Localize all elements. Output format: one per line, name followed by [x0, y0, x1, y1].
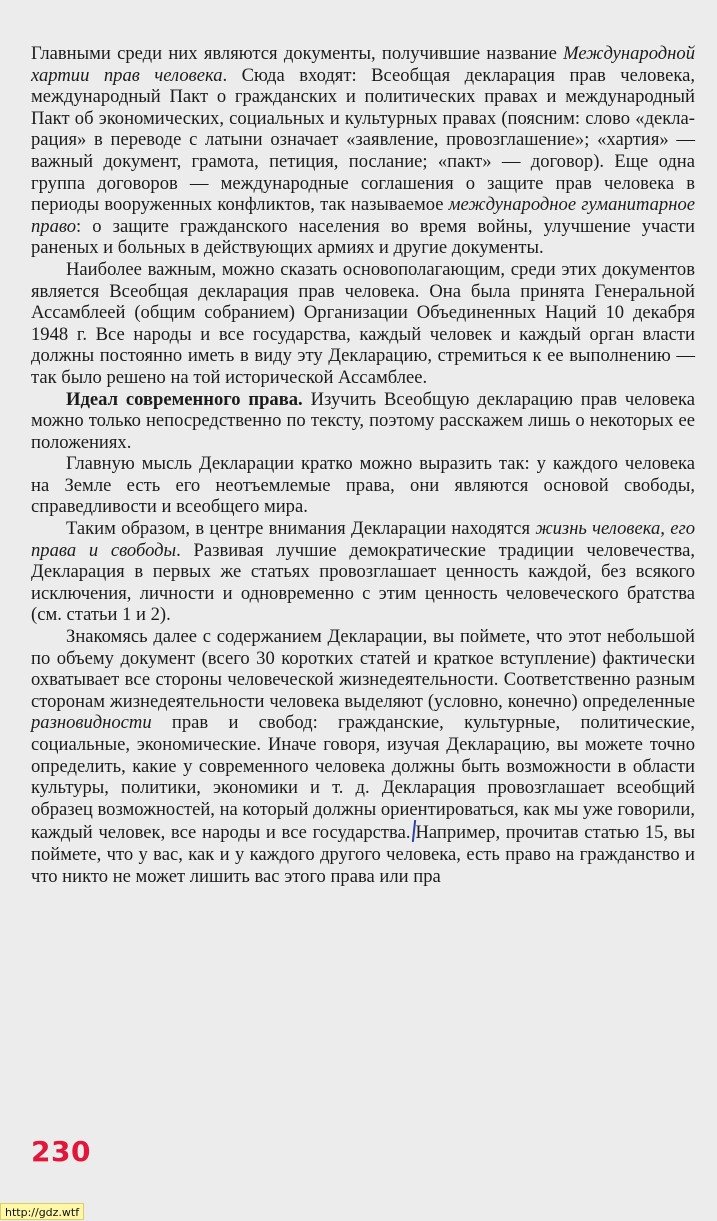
text-run: . Развивая лучшие демократические традиции человечества, Декларация в первых же статьях провозглашает ценность каждой, без всякого исключения, личности и одновременно с этим ценность человеческого братства (см. статьи 1 и 2). [31, 539, 695, 626]
text-run: Изучить Всеобщую декларацию прав человека можно только непосредственно по тексту, поэтому расскажем лишь о некоторых ее положениях. [31, 388, 696, 453]
watermark-link[interactable]: http://gdz.wtf [0, 1203, 84, 1220]
text-run: Главную мысль Декларации кратко можно выразить так: у каждого человека на Земле есть его неотъемлемые права, они являются основой свободы, справедливости и всеобщего мира. [31, 453, 695, 518]
section-heading: Идеал современного права. [66, 388, 303, 410]
paragraph [31, 43, 695, 259]
text-run: Наиболее важным, можно сказать основополагающим, среди этих документов является Всеобщая декларация прав человека. Она была принята Генеральной Ассамблеей (общим собранием) Организации Объединенных Наций 10 декабря 1948 г. Все народы и все государства, каждый человек и каждый орган власти должны постоянно иметь в виду эту Декларацию, стремиться к ее выполнению — так было решено на той исторической Ассамблее. [31, 258, 695, 388]
text-run: Знакомясь далее с содержанием Декларации, вы поймете, что этот небольшой по объему документ (всего 30 коротких статей и краткое вступление) фактически охватывает все стороны человеческой жизнедеятельности. Соответственно разным сторонам жизнедеятельности человека выделяют (условно, конечно) определенные [31, 626, 695, 712]
paragraph [31, 518, 695, 626]
text-run: : о защите гражданского населения во время войны, улучшение участи раненых и больных в действующих армиях и другие документы. [31, 215, 695, 259]
text-run: Главными среди них являются документы, получившие название [31, 43, 564, 64]
italic-term: жизнь человека, его права и свободы [31, 518, 695, 561]
paragraph [31, 626, 695, 887]
text-run: Например, прочитав статью 15, вы поймете, что у вас, как и у каждого другого человека, есть право на гражданство и что никто не может лишить вас этого права или пра [31, 822, 695, 887]
italic-term: Международной хартии прав человека [31, 43, 695, 86]
text-run: . Сюда входят: Всеобщая декларация прав человека, международный Пакт о гражданских и политических правах и международный Пакт об экономических, социальных и культурных правах (поясним: слово «декларация» в переводе с латыни означает «заявление, провозглашение»; «хартия» — важный документ, грамота, петиция, послание; «пакт» — договор). Еще одна группа договоров — международные соглашения о защите прав человека в периоды вооруженных конфликтов, так называемое [31, 64, 695, 216]
paragraph [31, 259, 695, 389]
paragraph [31, 453, 695, 518]
italic-term: международное гуманитарное право [31, 194, 695, 237]
text-run: прав и свобод: гражданские, культурные, политические, социальные, экономические. Иначе говоря, изучая Декларацию, вы можете точно определить, какие у современного человека должны быть возможности в области культуры, политики, экономики и т. д. Декларация провозглашает всеобщий образец возможностей, на который должны ориентироваться, как мы уже говорили, каждый человек, все народы и все государства. [31, 712, 695, 844]
italic-term: разновидности [31, 712, 152, 734]
page-number: 230 [31, 1135, 91, 1168]
paragraph [31, 389, 695, 454]
body-text [31, 43, 695, 887]
text-run: Таким образом, в центре внимания Декларации находятся [66, 518, 536, 540]
